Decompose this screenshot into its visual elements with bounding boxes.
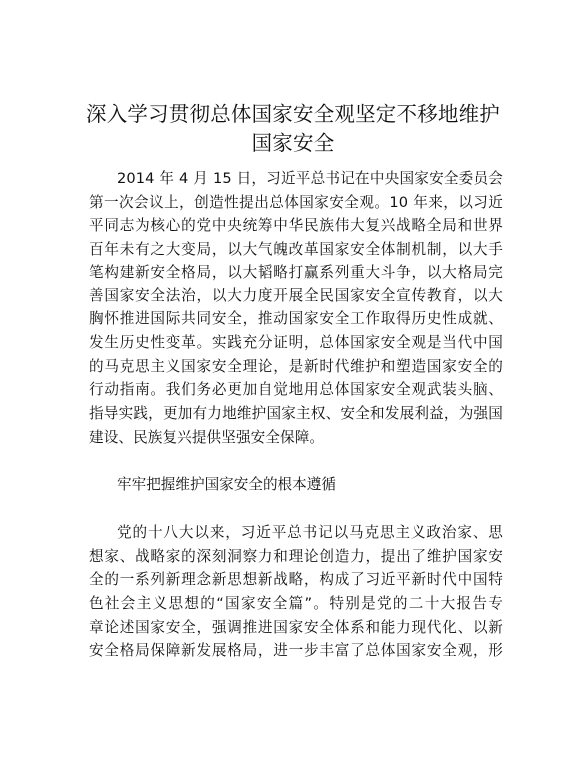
paragraph-2-line: 章论述国家安全，强调推进国家安全体系和能力现代化、以新 <box>89 619 503 636</box>
paragraph-1-line: 善国家安全法治，以大力度开展全民国家安全宣传教育，以大 <box>89 287 503 304</box>
paragraph-1-line: 指导实践，更加有力地维护国家主权、安全和发展利益，为强国 <box>89 405 503 422</box>
paragraph-2-line: 安全格局保障新发展格局，进一步丰富了总体国家安全观，形 <box>89 642 503 659</box>
paragraph-1-line: 建设、民族复兴提供坚强安全保障。 <box>89 429 325 446</box>
paragraph-1-line: 的马克思主义国家安全理论，是新时代维护和塑造国家安全的 <box>89 358 503 375</box>
paragraph-2-line: 想家、战略家的深刻洞察力和理论创造力，提出了维护国家安 <box>89 548 503 565</box>
document-title-line-2: 国家安全 <box>251 131 335 155</box>
paragraph-1-line: 行动指南。我们务必更加自觉地用总体国家安全观武装头脑、 <box>89 381 503 398</box>
paragraph-1-line: 发生历史性变革。实践充分证明，总体国家安全观是当代中国 <box>89 334 503 351</box>
paragraph-1-line: 笔构建新安全格局，以大韬略打赢系列重大斗争，以大格局完 <box>89 264 503 281</box>
section-subheading: 牢牢把握维护国家安全的根本遵循 <box>117 476 336 493</box>
document-title-line-1: 深入学习贯彻总体国家安全观坚定不移地维护 <box>86 102 500 126</box>
paragraph-1-line: 平同志为核心的党中央统筹中华民族伟大复兴战略全局和世界 <box>89 217 503 234</box>
paragraph-1-line: 第一次会议上，创造性提出总体国家安全观。10 年来，以习近 <box>89 194 503 211</box>
paragraph-2-line: 党的十八大以来，习近平总书记以马克思主义政治家、思 <box>117 524 503 541</box>
paragraph-2-line: 全的一系列新理念新思想新战略，构成了习近平新时代中国特 <box>89 571 503 588</box>
paragraph-2-line: 色社会主义思想的“国家安全篇”。特别是党的二十大报告专 <box>89 595 503 612</box>
paragraph-1-line: 2014 年 4 月 15 日，习近平总书记在中央国家安全委员会 <box>117 170 503 187</box>
paragraph-1-line: 百年未有之大变局，以大气魄改革国家安全体制机制，以大手 <box>89 241 503 258</box>
paragraph-1-line: 胸怀推进国际共同安全，推动国家安全工作取得历史性成就、 <box>89 310 503 327</box>
